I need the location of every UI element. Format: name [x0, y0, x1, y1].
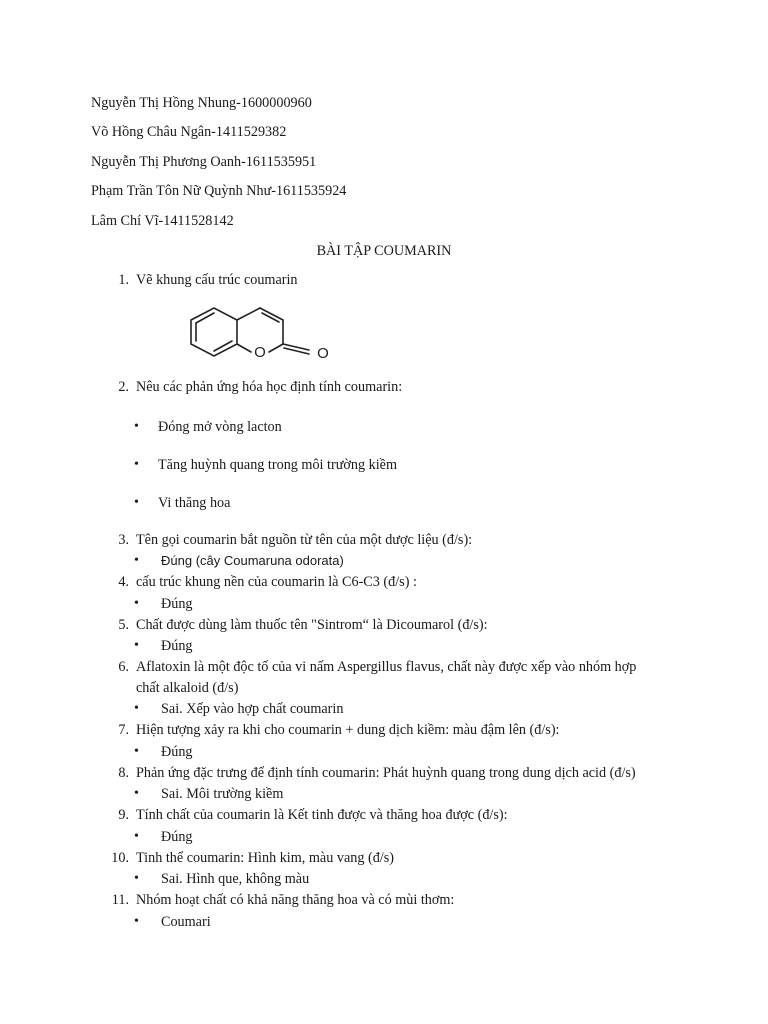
question-text-continued: chất alkaloid (đ/s): [136, 680, 239, 696]
benzene-ring: [191, 308, 237, 356]
author-line: Lâm Chí Vĩ-1411528142: [91, 213, 234, 229]
author-line: Nguyễn Thị Hồng Nhung-1600000960: [91, 95, 312, 111]
bullet-icon: •: [134, 495, 139, 510]
question-number: 5.: [118, 617, 129, 633]
author-line: Nguyễn Thị Phương Oanh-1611535951: [91, 154, 317, 170]
bullet-icon: •: [134, 419, 139, 434]
bullet-item: Đóng mở vòng lacton: [158, 419, 282, 435]
bullet-icon: •: [134, 914, 139, 929]
ring-oxygen-label: O: [254, 344, 266, 361]
bullet-item: Vi thăng hoa: [158, 495, 231, 511]
question-text: Tinh thể coumarin: Hình kim, màu vang (đ/s): [136, 850, 394, 866]
answer-text: Đúng (cây Coumaruna odorata): [161, 553, 344, 568]
question-number: 9.: [118, 807, 129, 823]
answer-text: Coumari: [161, 914, 211, 930]
question-number: 8.: [118, 765, 129, 781]
question-text: Phản ứng đặc trưng để định tính coumarin: Phát huỳnh quang trong dung dịch acid (đ/s): [136, 765, 636, 781]
answer-text: Đúng: [161, 829, 193, 845]
question-text: Nhóm hoạt chất có khả năng thăng hoa và có mùi thơm:: [136, 892, 455, 908]
answer-text: Sai. Xếp vào hợp chất coumarin: [161, 701, 344, 717]
question-text: Chất được dùng làm thuốc tên "Sintrom“ là Dicoumarol (đ/s):: [136, 617, 488, 633]
question-text: Vẽ khung cấu trúc coumarin: [136, 272, 298, 288]
question-text: Aflatoxin là một độc tố của vi nấm Aspergillus flavus, chất này được xếp vào nhóm hợp: [136, 659, 637, 675]
answer-text: Đúng: [161, 744, 193, 760]
coumarin-structure-image: [186, 306, 346, 366]
carbonyl-oxygen-label: O: [317, 345, 329, 362]
answer-text: Sai. Hình que, không màu: [161, 871, 310, 887]
answer-text: Đúng: [161, 638, 193, 654]
question-number: 1.: [118, 272, 129, 288]
question-text: Nêu các phản ứng hóa học định tính coumarin:: [136, 379, 403, 395]
page-title: BÀI TẬP COUMARIN: [316, 243, 452, 259]
bullet-icon: •: [134, 596, 139, 611]
question-text: cấu trúc khung nền của coumarin là C6-C3 (đ/s) :: [136, 574, 417, 590]
question-number: 7.: [118, 722, 129, 738]
question-number: 11.: [111, 892, 129, 908]
question-text: Hiện tượng xảy ra khi cho coumarin + dung dịch kiềm: màu đậm lên (đ/s):: [136, 722, 560, 738]
bullet-icon: •: [134, 786, 139, 801]
question-text: Tính chất của coumarin là Kết tinh được và thăng hoa được (đ/s):: [136, 807, 508, 823]
bullet-icon: •: [134, 638, 139, 653]
question-number: 2.: [118, 379, 129, 395]
bullet-icon: •: [134, 744, 139, 759]
bullet-icon: •: [134, 457, 139, 472]
answer-text: Sai. Môi trường kiềm: [161, 786, 284, 802]
question-text: Tên gọi coumarin bắt nguồn từ tên của một dược liệu (đ/s):: [136, 532, 473, 548]
bullet-icon: •: [134, 871, 139, 886]
question-number: 10.: [111, 850, 129, 866]
bullet-item: Tăng huỳnh quang trong môi trường kiềm: [158, 457, 398, 473]
author-line: Võ Hồng Châu Ngân-1411529382: [91, 124, 287, 140]
question-number: 4.: [118, 574, 129, 590]
answer-text: Đúng: [161, 596, 193, 612]
author-line: Phạm Trần Tôn Nữ Quỳnh Như-1611535924: [91, 183, 347, 199]
bullet-icon: •: [134, 553, 139, 568]
bullet-icon: •: [134, 701, 139, 716]
question-number: 3.: [118, 532, 129, 548]
bullet-icon: •: [134, 829, 139, 844]
question-number: 6.: [118, 659, 129, 675]
